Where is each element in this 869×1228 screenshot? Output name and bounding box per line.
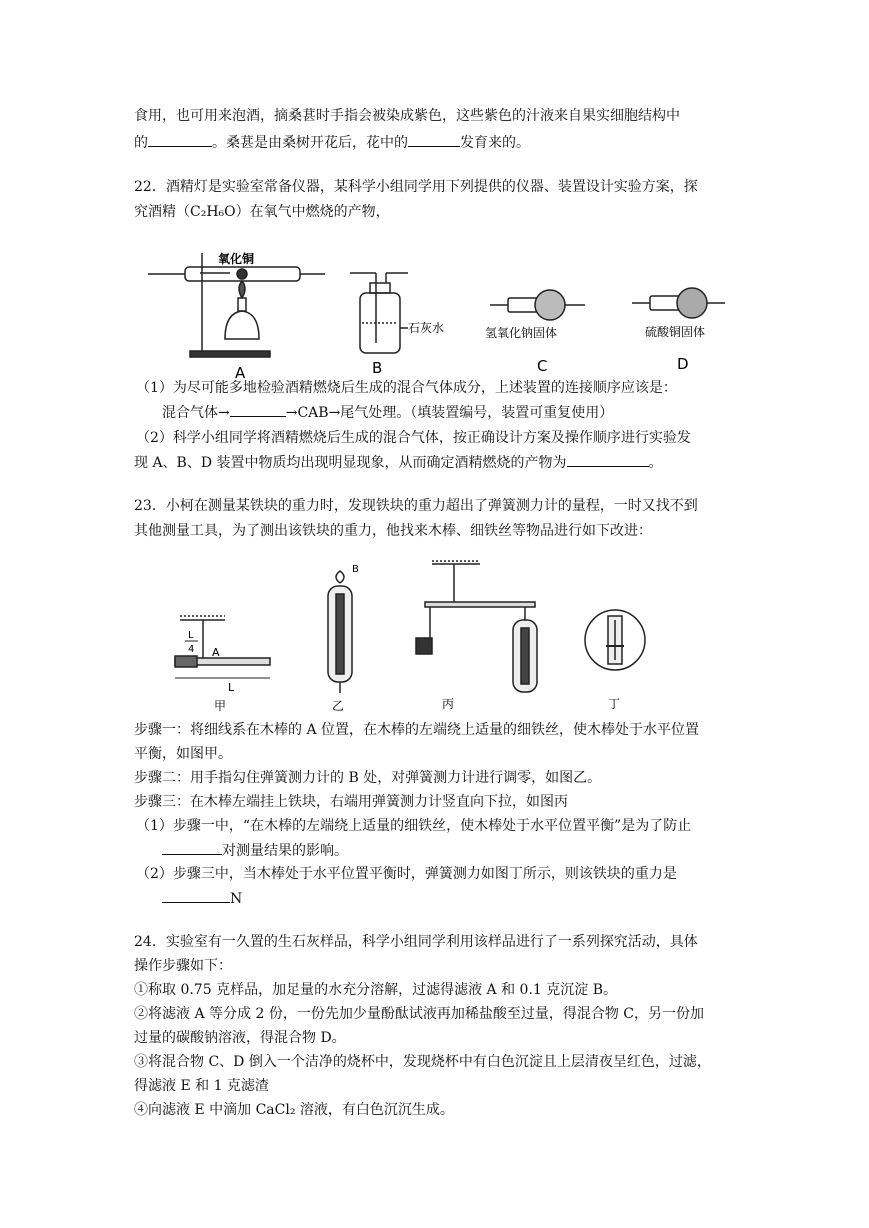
q24-step-1: ①称取 0.75 克样品，加足量的水充分溶解，过滤得滤液 A 和 0.1 克沉淀 B。 [134,982,617,998]
label-ding: 丁 [608,697,621,711]
label-a: A [235,364,246,378]
q24-step-4: ④向滤液 E 中滴加 CaCl₂ 溶液，有白色沉沉生成。 [134,1102,454,1118]
q22-part-1b: 混合气体→ →CAB→尾气处理。（填装置编号，装置可重复使用） [162,402,613,423]
answer-blank[interactable] [230,402,286,417]
q24-step-2b: 过量的碳酸钠溶液，得混合物 D。 [134,1030,346,1046]
q23-line-1: 23．小柯在测量某铁块的重力时，发现铁块的重力超出了弹簧测力计的量程，一时又找不到 [134,498,698,514]
q22-line-1: 22．酒精灯是实验室常备仪器，某科学小组同学用下列提供的仪器、装置设计实验方案，探 [134,179,698,195]
q23-part-1b: 对测量结果的影响。 [162,840,348,861]
label-d: D [677,355,689,373]
q21-line-1: 食用，也可用来泡酒，摘桑葚时手指会被染成紫色，这些紫色的汁液来自果实细胞结构中 [134,108,680,124]
apparatus-a [148,253,325,357]
q22-part-1: （1）为尽可能多地检验酒精燃烧后生成的混合气体成分，上述装置的连接顺序应该是： [136,380,677,396]
q22-apparatus-figure [140,243,730,378]
label-yi: 乙 [332,699,345,713]
apparatus-d [632,288,725,318]
q23-figure [170,558,670,713]
q23-step-1b: 平衡，如图甲。 [134,746,232,762]
answer-blank[interactable] [567,452,649,467]
q22-part-2b: 现 A、B、D 装置中物质均出现明显现象，从而确定酒精燃烧的产物为 。 [134,452,663,473]
q24-line-2: 操作步骤如下： [134,958,232,974]
answer-blank[interactable] [148,132,212,147]
q23-part-1a: （1）步骤一中，“在木棒的左端绕上适量的细铁丝，使木棒处于水平位置平衡”是为了防止 [136,818,692,834]
q22-part-2a: （2）科学小组同学将酒精燃烧后生成的混合气体，按正确设计方案及操作顺序进行实验发 [136,430,691,446]
q23-step-3: 步骤三：在木棒左端挂上铁块，右端用弹簧测力计竖直向下拉，如图丙 [134,794,568,810]
label-l-frac-bot: 4 [188,644,195,655]
q23-step-2: 步骤二：用手指勾住弹簧测力计的 B 处，对弹簧测力计进行调零，如图乙。 [134,770,602,786]
q24-step-3b: 得滤液 E 和 1 克滤渣 [134,1078,269,1094]
label-c: C [537,357,548,375]
answer-blank[interactable] [162,888,230,903]
figure-bing [416,561,537,692]
label-cuo: 氧化铜 [218,252,255,266]
apparatus-c [490,290,585,320]
label-bing: 丙 [442,697,455,711]
label-cuso4: 硫酸铜固体 [645,325,706,339]
label-b: B [372,359,383,377]
label-l: L [228,681,235,694]
figure-ding [585,610,645,670]
label-b-point: B [352,564,359,575]
label-limewater: 石灰水 [408,321,445,335]
label-naoh: 氢氧化钠固体 [485,326,558,340]
apparatus-b [350,273,408,353]
label-a-point: A [212,646,220,659]
q24-step-3a: ③将混合物 C、D 倒入一个洁净的烧杯中，发现烧杯中有白色沉淀且上层清夜呈红色，过滤， [134,1054,711,1070]
q22-line-2: 究酒精（C₂H₆O）在氧气中燃烧的产物， [134,204,390,220]
q23-part-2a: （2）步骤三中，当木棒处于水平位置平衡时，弹簧测力如图丁所示，则该铁块的重力是 [136,866,677,882]
q21-line-2: 的 。桑葚是由桑树开花后，花中的 发育来的。 [134,132,530,153]
q23-part-2b: N [162,888,242,909]
label-jia: 甲 [214,699,227,713]
figure-yi [328,571,352,693]
q23-line-2: 其他测量工具，为了测出该铁块的重力，他找来木棒、细铁丝等物品进行如下改进： [134,523,652,539]
q24-step-2a: ②将滤液 A 等分成 2 份，一份先加少量酚酞试液再加稀盐酸至过量，得混合物 C，另一份加 [134,1006,704,1022]
answer-blank[interactable] [408,132,460,147]
q24-line-1: 24．实验室有一久置的生石灰样品，科学小组同学利用该样品进行了一系列探究活动，具体 [134,934,698,950]
label-l-frac-top: L [188,630,194,641]
answer-blank[interactable] [162,840,222,855]
q23-step-1a: 步骤一：将细线系在木棒的 A 位置，在木棒的左端绕上适量的细铁丝，使木棒处于水平位置 [134,722,700,738]
